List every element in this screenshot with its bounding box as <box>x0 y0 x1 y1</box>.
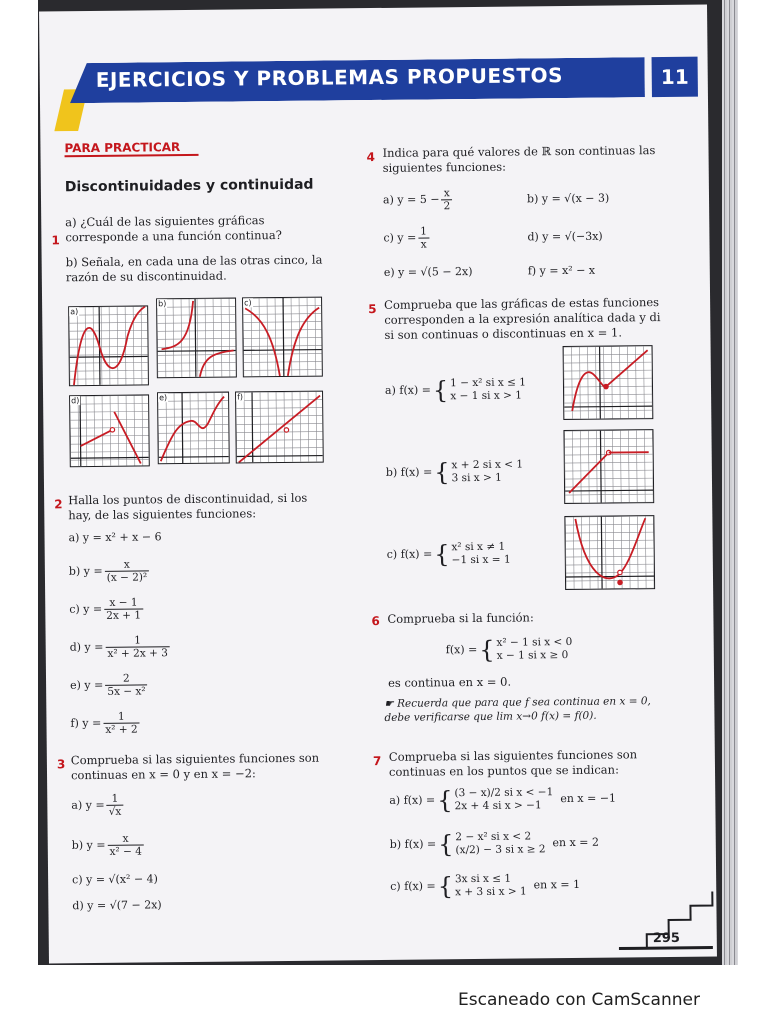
exercise-number: 2 <box>54 497 63 512</box>
function-graph <box>564 515 655 590</box>
exercise-number: 1 <box>51 233 60 248</box>
exercise-5c: c) f(x) ={ x² si x ≠ 1 −1 si x = 1 <box>386 540 511 569</box>
exercise-4e: e) y = √(5 − 2x) <box>383 264 473 279</box>
graph-label: b) <box>158 299 167 309</box>
exercise-7a: a) f(x) ={ (3 − x)/2 si x < −1 2x + 4 si x > −1 en x = −1 <box>389 786 617 815</box>
exercise-3c: c) y = √(x² − 4) <box>72 872 158 887</box>
section-title: Discontinuidades y continuidad <box>64 176 314 196</box>
function-graph <box>563 345 654 420</box>
exercise-2b: b) y = $\frac{x}{\text{(x − 2)²}}$ <box>68 558 148 584</box>
graph-label: d) <box>71 396 80 406</box>
exercise-number: 4 <box>366 150 376 165</box>
exercise-7-intro: Comprueba si las siguientes funciones son continuas en los puntos que se indican: <box>388 747 638 779</box>
exercise-6-intro: Comprueba si la función: <box>387 610 534 626</box>
exercise-5a: a) f(x) ={ 1 − x² si x ≤ 1 x − 1 si x > 1 <box>384 376 527 405</box>
exercise-3-intro: Comprueba si las siguientes funciones son continuas en x = 0 y en x = −2: <box>70 750 320 783</box>
exercise-number: 7 <box>372 753 382 769</box>
exercise-6-after: es continua en x = 0. <box>388 674 512 690</box>
subsection-label: PARA PRACTICAR <box>64 140 198 157</box>
exercise-6-tip: ☛ Recuerda que para que f sea continua en x = 0, debe verificarse que lim x→0 f(x) = f(0). <box>384 695 651 724</box>
graph-label: c) <box>244 298 252 308</box>
graph-label: a) <box>70 307 79 317</box>
exercise-number: 6 <box>371 613 380 629</box>
exercise-2d: d) y = $\frac{1}{\text{x² + 2x + 3}}$ <box>69 634 168 660</box>
page-number: 295 <box>652 930 680 947</box>
exercise-3d: d) y = √(7 − 2x) <box>72 898 162 913</box>
exercise-6-function: f(x) ={ x² − 1 si x < 0 x − 1 si x ≥ 0 <box>445 635 573 664</box>
page-title: EJERCICIOS Y PROBLEMAS PROPUESTOS <box>95 63 564 92</box>
exercise-4d: d) y = √(−3x) <box>527 229 603 244</box>
exercise-7b: b) f(x) ={ 2 − x² si x < 2 (x/2) − 3 si x ≥ 2 en x = 2 <box>389 830 600 859</box>
exercise-1b: b) Señala, en cada una de las otras cinco, la razón de su discontinuidad. <box>65 252 323 285</box>
function-graph <box>156 297 237 378</box>
chapter-number: 11 <box>652 57 698 97</box>
exercise-5b: b) f(x) ={ x + 2 si x < 1 3 si x > 1 <box>385 458 524 487</box>
exercise-4f: f) y = x² − x <box>527 263 596 278</box>
exercise-3a: a) y = $\frac{1}{√x}$ <box>71 792 122 818</box>
function-graph <box>69 394 150 467</box>
exercise-1a: a) ¿Cuál de las siguientes gráficas corresponde a una función continua? <box>65 213 282 245</box>
book-edge <box>722 0 738 965</box>
scanner-watermark: Escaneado con CamScanner <box>458 990 700 1010</box>
exercise-4b: b) y = √(x − 3) <box>526 191 610 206</box>
exercise-4c: c) y = $\frac{1}{x}$ <box>383 225 431 250</box>
textbook-page <box>39 5 717 964</box>
exercise-4-intro: Indica para qué valores de ℝ son continuas las siguientes funciones: <box>382 143 656 175</box>
exercise-2f: f) y = $\frac{1}{\text{x² + 2}}$ <box>70 710 138 736</box>
pointing-hand-icon: ☛ <box>384 697 398 710</box>
exercise-2-intro: Halla los puntos de discontinuidad, si los hay, de las siguientes funciones: <box>68 490 308 523</box>
function-graph <box>68 305 149 386</box>
graph-label: e) <box>159 393 168 403</box>
graph-label: f) <box>237 392 244 402</box>
exercise-2c: c) y = $\frac{x - 1}{2x + 1}$ <box>69 596 142 622</box>
exercise-number: 3 <box>56 757 66 772</box>
exercise-number: 5 <box>368 302 377 317</box>
exercise-3b: b) y = $\frac{x}{\text{x² − 4}}$ <box>71 832 142 858</box>
function-graph <box>235 391 324 464</box>
exercise-5-intro: Comprueba que las gráficas de estas funciones corresponden a la expresión analítica dada y di si son continuas o discontinuas en x = 1. <box>384 295 661 342</box>
function-graph <box>242 297 323 378</box>
exercise-7c: c) f(x) ={ 3x si x ≤ 1 x + 3 si x > 1 en x = 1 <box>390 872 581 901</box>
exercise-4a: a) y = 5 − $\frac{x}{2}$ <box>382 187 451 213</box>
function-graph <box>157 392 230 465</box>
exercise-2a: a) y = x² + x − 6 <box>68 530 162 545</box>
exercise-2e: e) y = $\frac{2}{\text{5x − x²}}$ <box>70 672 146 698</box>
function-graph <box>563 429 654 504</box>
